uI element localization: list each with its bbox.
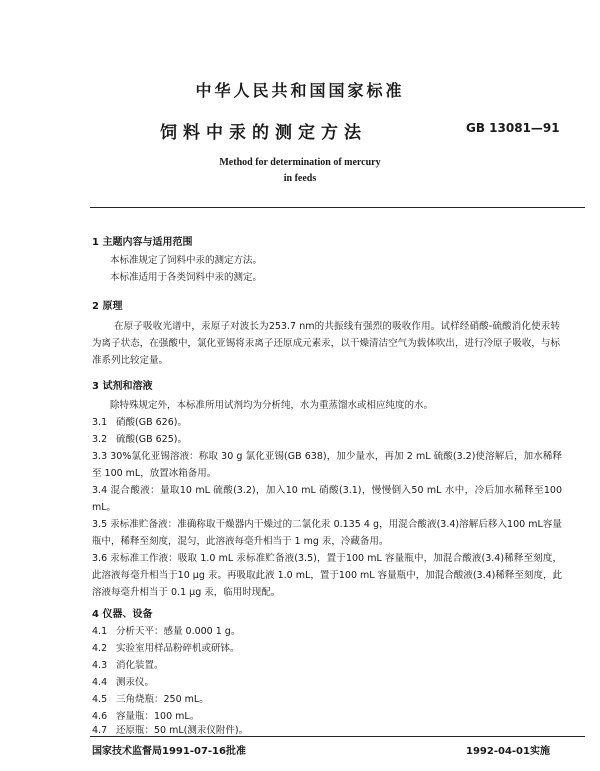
english-title-line-1: Method for determination of mercury (219, 157, 381, 168)
reagent-3-2 (92, 431, 187, 448)
item-number: 4.2 (92, 643, 108, 654)
reagent-3-3: 3.3 30%氯化亚锡溶液：称取 30 g 氯化亚锡(GB 638)，加少量水，再加 2 mL 硫酸(3.2)使溶解后，加水稀释至 100 mL，放置冰箱备用。 (92, 451, 562, 479)
section-2-paragraph: 在原子吸收光谱中，汞原子对波长为253.7 nm的共振线有强烈的吸收作用。试样经硝酸-硫酸消化使汞转为离子状态，在强酸中，氯化亚锡将汞离子还原成元素汞，以干燥清洁空气为载体吹出，进行冷原子吸收，与标准系列比较定量。 (92, 321, 560, 366)
item-text: 硫酸(GB 625)。 (116, 434, 187, 445)
reagent-3-6: 3.6 汞标准工作液：吸取 1.0 mL 汞标准贮备液(3.5)，置于100 mL 容量瓶中，加混合酸液(3.4)稀释至刻度，此溶液每毫升相当于10 μg 汞。再吸取此液 1.0 mL，置于100 mL 容量瓶中，加混合酸液(3.4)稀释至刻度，此溶液每毫升相当于 0.1 μg 汞，临用时现配。 (92, 553, 562, 598)
equipment-item (92, 657, 164, 674)
reagent-3-1 (92, 414, 187, 431)
header-divider (90, 207, 585, 208)
english-title-line-2: in feeds (283, 173, 317, 184)
item-number: 4.6 (92, 711, 108, 722)
implementation-date: 1992-04-01实施 (466, 746, 550, 757)
footer-divider (90, 736, 585, 737)
item-text: 实验室用样品粉碎机或研钵。 (116, 643, 240, 654)
document-title: 饲料中汞的测定方法 (160, 123, 367, 143)
national-standard-title: 中华人民共和国国家标准 (195, 81, 405, 100)
item-text: 消化装置。 (116, 660, 164, 671)
section-3-heading: 3 试剂和溶液 (92, 381, 153, 392)
item-number: 4.4 (92, 677, 108, 688)
item-number: 4.7 (92, 725, 108, 736)
item-number: 4.3 (92, 660, 108, 671)
section-1-heading: 1 主题内容与适用范围 (92, 237, 193, 248)
approval-statement: 国家技术监督局1991-07-16批准 (92, 746, 246, 757)
item-text: 三角烧瓶：250 mL。 (116, 694, 209, 705)
item-text: 硝酸(GB 626)。 (116, 417, 187, 428)
item-text: 测汞仪。 (116, 677, 155, 688)
section-4-heading: 4 仪器、设备 (92, 609, 153, 620)
item-text: 还原瓶：50 mL(测汞仪附件)。 (116, 725, 249, 736)
section-1-paragraph-2: 本标准适用于各类饲料中汞的测定。 (110, 272, 263, 283)
section-2-heading: 2 原理 (92, 301, 123, 312)
section-1-paragraph-1: 本标准规定了饲料中汞的测定方法。 (110, 255, 263, 266)
equipment-item (92, 623, 240, 640)
section-3-intro: 除特殊规定外，本标准所用试剂均为分析纯，水为重蒸馏水或相应纯度的水。 (110, 400, 434, 411)
item-number: 4.5 (92, 694, 108, 705)
item-text: 容量瓶：100 mL。 (116, 711, 200, 722)
equipment-item (92, 674, 154, 691)
item-text: 分析天平：感量 0.000 1 g。 (116, 626, 241, 637)
equipment-item (92, 691, 209, 708)
item-number: 3.1 (92, 417, 108, 428)
item-number: 4.1 (92, 626, 108, 637)
item-number: 3.2 (92, 434, 108, 445)
reagent-3-4: 3.4 混合酸液：量取10 mL 硫酸(3.2)，加入10 mL 硝酸(3.1)，慢慢倒入50 mL 水中，冷后加水稀释至100 mL。 (92, 485, 562, 513)
equipment-item (92, 640, 240, 657)
standard-code: GB 13081—91 (466, 121, 560, 135)
reagent-3-5: 3.5 汞标准贮备液：准确称取干燥器内干燥过的二氯化汞 0.135 4 g，用混合酸液(3.4)溶解后移入100 mL容量瓶中，稀释至刻度，混匀，此溶液每毫升相当于 1 mg 汞，冷藏备用。 (92, 519, 562, 547)
